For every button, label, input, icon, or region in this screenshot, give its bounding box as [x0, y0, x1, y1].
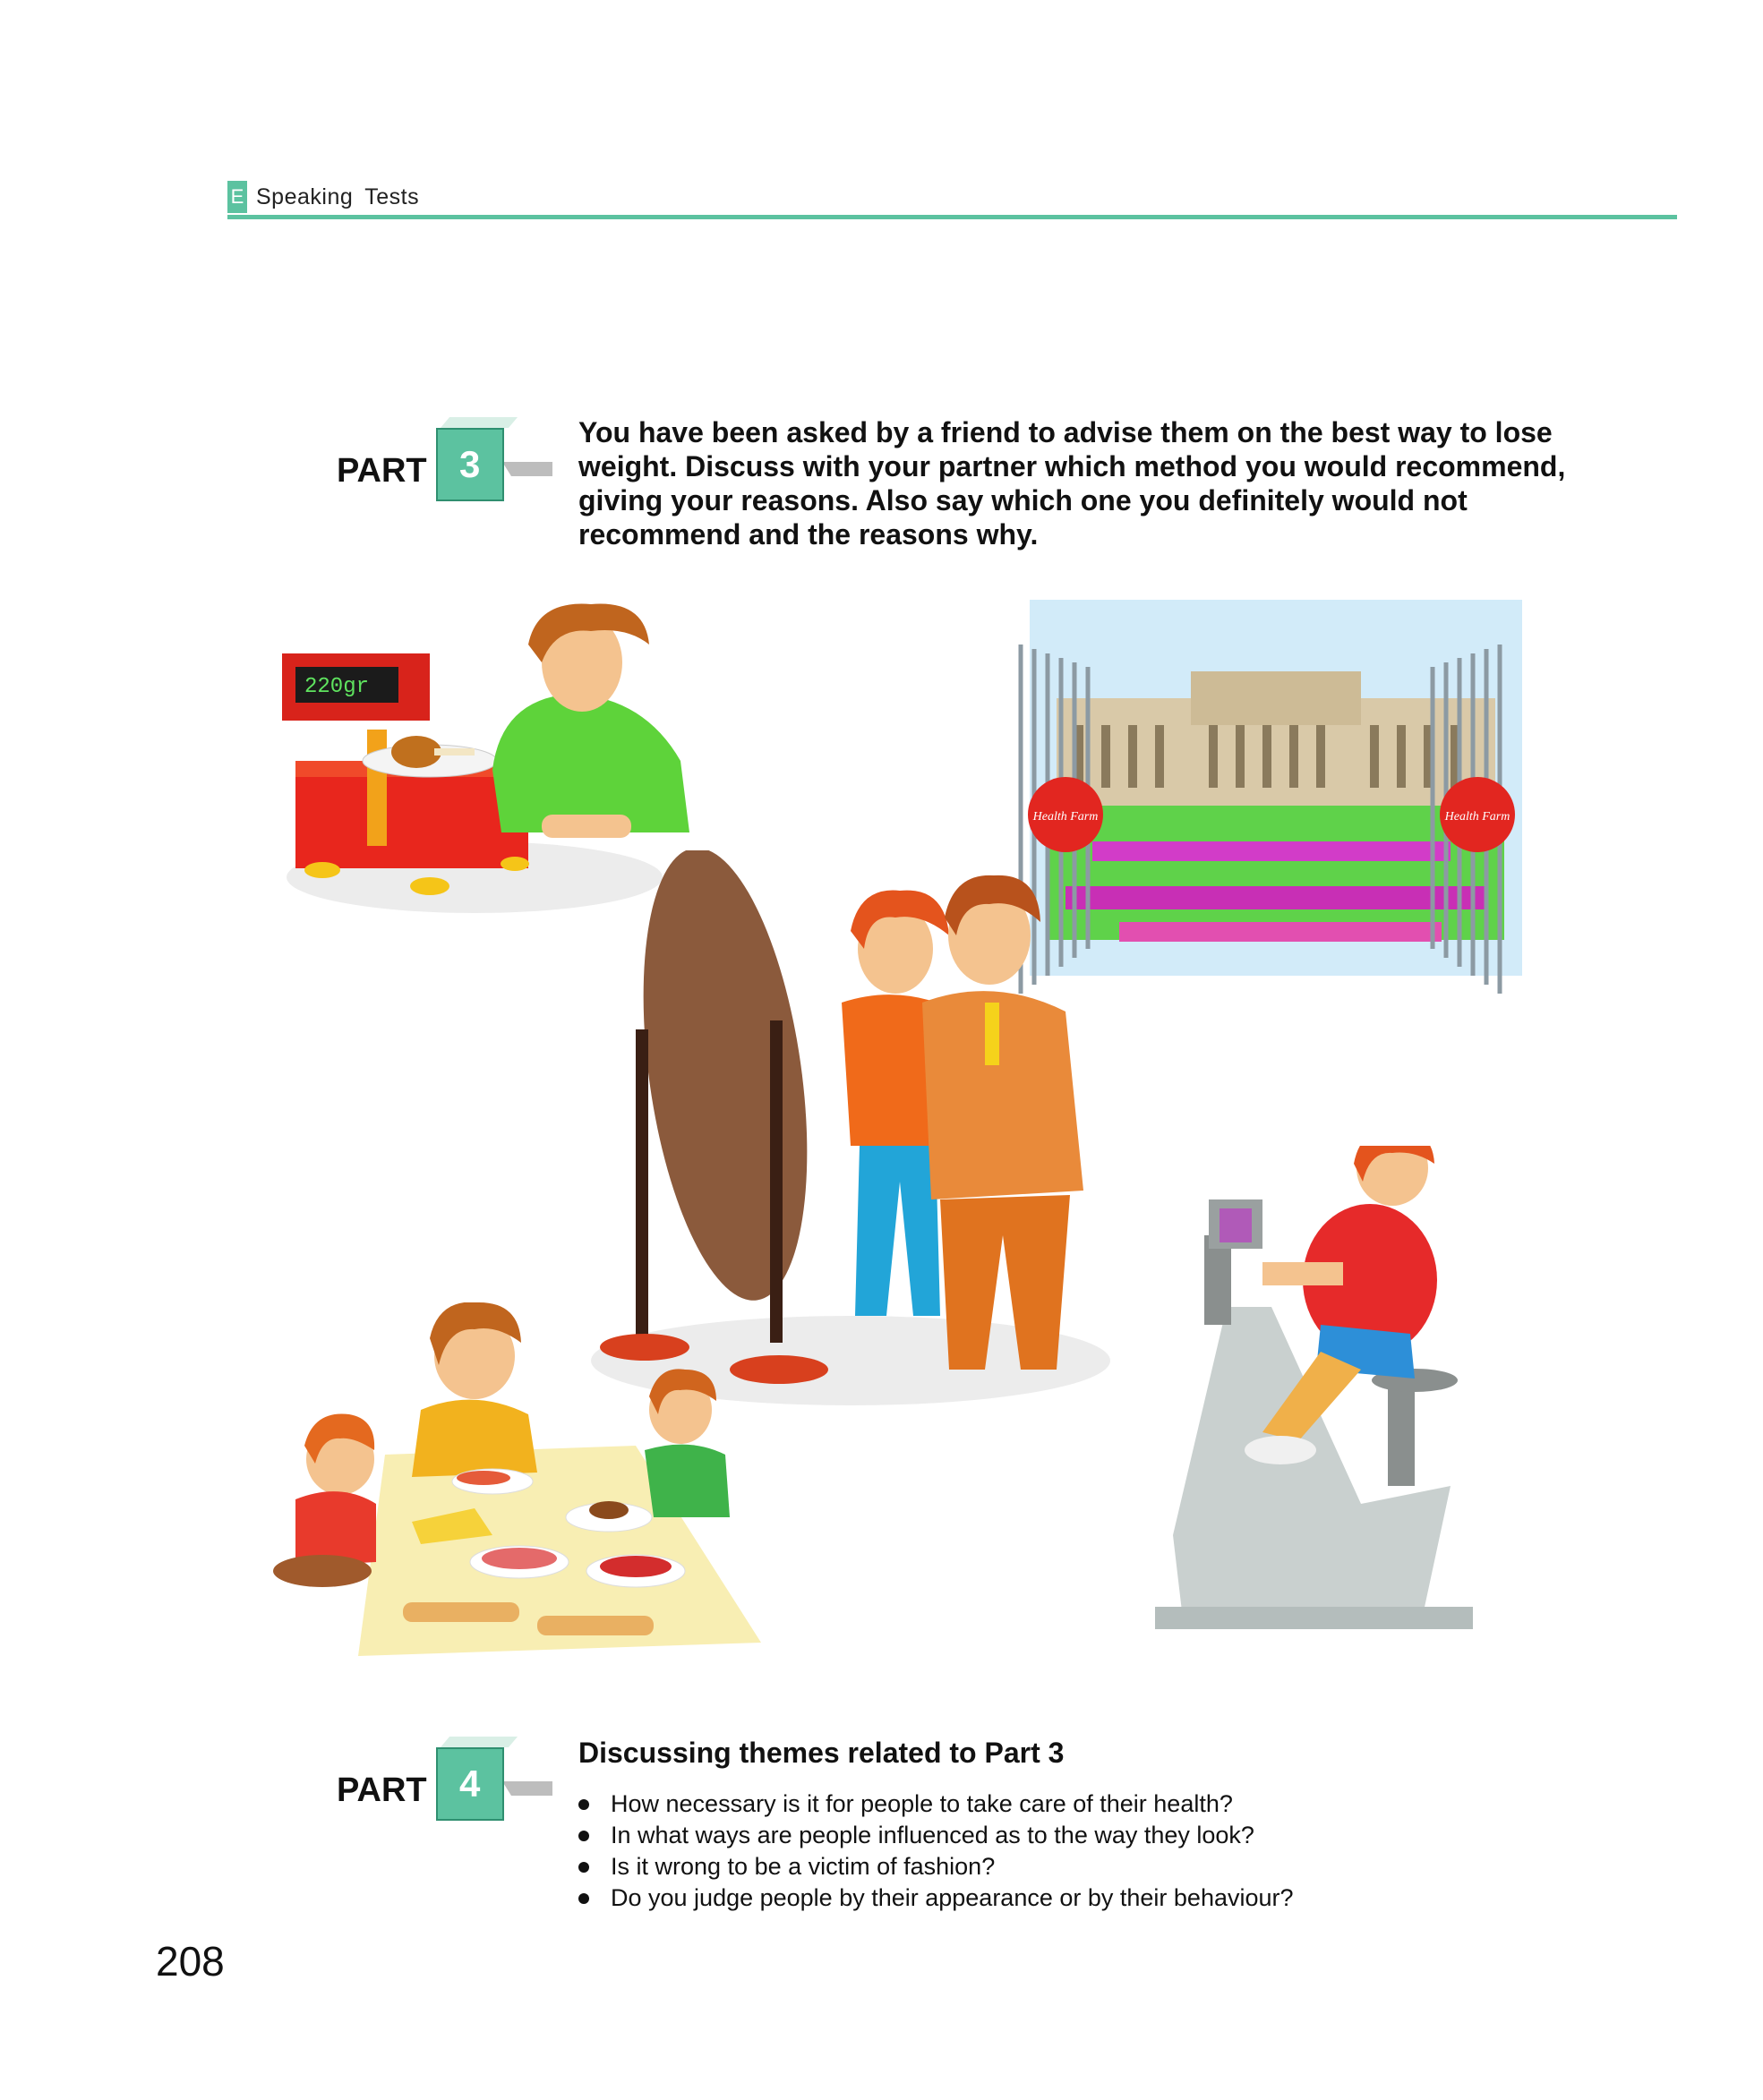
part-4-number: 4 — [436, 1747, 504, 1821]
page-number: 208 — [156, 1938, 225, 1985]
bullet-icon — [578, 1862, 589, 1873]
list-item — [578, 1882, 1294, 1914]
part-4-badge — [337, 1747, 522, 1833]
part-3-label: PART — [337, 451, 427, 490]
running-header — [227, 181, 419, 213]
section-letter: E — [227, 181, 247, 213]
list-item — [578, 1820, 1294, 1851]
part-4-heading: Discussing themes related to Part 3 — [578, 1737, 1065, 1769]
question-text: Do you judge people by their appearance or by their behaviour? — [611, 1884, 1294, 1911]
header-rule — [227, 215, 1677, 219]
bullet-icon — [578, 1799, 589, 1810]
part-3-number: 3 — [436, 428, 504, 501]
section-title: Speaking Tests — [256, 184, 420, 209]
part-4-label: PART — [337, 1771, 427, 1809]
part-4-question-list — [578, 1788, 1294, 1914]
illustration-family-meal — [260, 1302, 770, 1669]
scale-display: 220gr — [304, 675, 370, 699]
illustration-exercise-bike — [1155, 1146, 1549, 1665]
part-4-cube — [436, 1747, 522, 1833]
health-farm-sign-left: Health Farm — [1032, 810, 1099, 824]
part-3-badge — [337, 428, 522, 514]
part-3-cube — [436, 428, 522, 514]
part-3-instructions: You have been asked by a friend to advise them on the best way to lose weight. Discuss with your partner which method you would recommend, giving your reasons. Also say which one you definitely would not recommend and the reasons why. — [578, 416, 1566, 551]
question-text: How necessary is it for people to take care of their health? — [611, 1790, 1233, 1817]
question-text: Is it wrong to be a victim of fashion? — [611, 1853, 996, 1880]
list-item — [578, 1788, 1294, 1820]
bullet-icon — [578, 1893, 589, 1904]
health-farm-sign-right: Health Farm — [1444, 810, 1511, 824]
question-text: In what ways are people influenced as to the way they look? — [611, 1822, 1254, 1848]
list-item — [578, 1851, 1294, 1882]
bullet-icon — [578, 1831, 589, 1841]
